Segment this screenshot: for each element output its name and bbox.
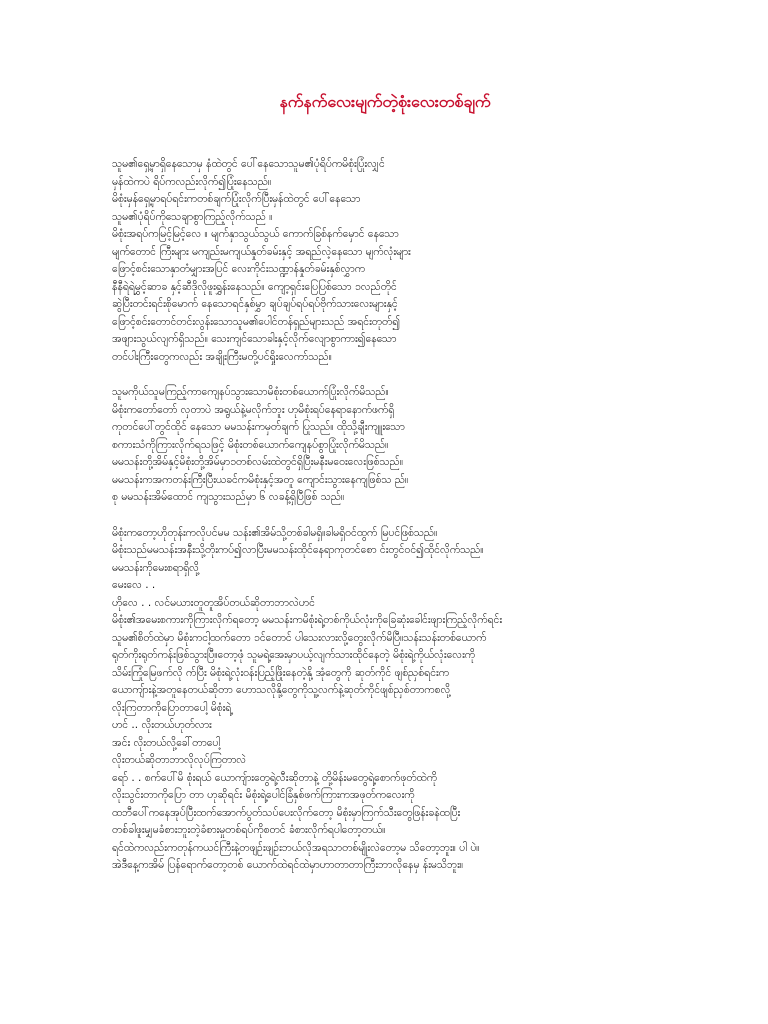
document-title: နက်နက်လေးမျက်တဲ့စုံးလေးတစ်ချက် xyxy=(279,92,491,111)
paragraph xyxy=(112,525,618,875)
text-line: စကားသံကိုကြားလိုက်ရသဖြင့် မိစုံးတစ်ယောက်ကျေနပ်စွာပြုံးလိုက်မိသည်။ xyxy=(112,438,389,451)
text-line: သူမ၏စိတ်ထဲမှာ မိစုံးကငါ့ထက်တော ၁င်တောင် ပါသေးလားလို့တွေးလိုက်မိပြီ။သန်းသန်းတစ်ယောက် xyxy=(112,631,487,644)
text-line: ကုတင်ပေါ်တွင်ထိုင် နေသော မမသန်းကမှတ်ချက် ပြုသည်။ ထိုသို့ချီးကျူးသော xyxy=(112,421,405,433)
text-line: မိစုံး၏အမေးစကားကိုကြားလိုက်ရတော့ မမသန်းကမိစုံးရဲ့တစ်ကိုယ်လုံးကိုခြေဆုံးခေါင်းဖျားကြည့်လိုက်ရင်း xyxy=(112,614,502,626)
text-line: သူမ၏ပုံရိပ်ကိုသေချာစွာကြည့်လိုက်သည် ။ xyxy=(112,210,273,223)
text-line: မိစုံးအရပ်ကမြင့်မြင့်လေ ။ မျက်နှာသွယ်သွယ် ကောက်ခြစ်နက်မှောင် နေသော xyxy=(112,228,399,240)
text-line: မှန်ထဲကပဲ ရိပ်ကလည်းလိုက်၍ပြုံးနေသည်။ xyxy=(112,175,272,188)
text-line: ဖြောင့်စင်းသောနှာတံမျှားအပြင် လေးကိုင်းသဏ္ဍာန်နှုတ်ခမ်းနှစ်လွှာက xyxy=(112,263,365,275)
paragraph xyxy=(112,156,618,366)
document-body xyxy=(112,156,618,875)
text-line: အဲဒီနေ့ကအိမ် ပြန်ရောက်တော့တစ် ယောက်ထဲရင်ထဲမှာဟာတာတာကြီးဘာလိုနေမှ န်းမသိဘူး။ xyxy=(112,859,463,871)
text-line: တင်ပါးကြီးတွေကလည်း အချိုးကြီးမတို့ပင်ရှိုးလေကာ်သည်။ xyxy=(112,350,332,363)
text-line: မိစုံးသည်မမသန်းအနီးသို့တိုးကပ်၍လာပြီးမမသန်းထိုင်နေရာကုတင်စော င်းတွင်ဝင်၍ထိုင်လိုက်သည်။ xyxy=(112,544,484,556)
text-line: ရော် . . စက်ပေါ်မိ စုံးရယ် ယောကျ်ားတွေရဲ့လီးဆိုတာနဲ့ တို့မိန်းမတွေရဲ့စောက်ဖုတ်ထဲကို xyxy=(112,771,437,784)
text-line: ယောကျ်ားနဲ့အတူနေတယ်ဆိုတာ ဟောသလိုနို့တွေကိုသူ့လက်နဲ့ဆုတ်ကိုင်ဖျစ်ညှစ်တာကစလို့ xyxy=(112,684,451,696)
text-line: မိစုံးကတော်တော် လှတာပဲ အရွယ်နဲ့မလိုက်ဘူး ဟုမိစုံးရပ်နေရာနောက်ဖက်ရှိ xyxy=(112,403,395,416)
text-line: နီနီရဲရဲမွှင့်ဆာခ နှင့်ဆီဒိုလိုဖူးရွှန်းနေသည်။ ကျော့ရှင်းပြေပြစ်သော ၁လည်တိုင် xyxy=(112,280,397,293)
text-line: မျက်တောင် ကြီးများ မကျည်းမကျယ်နှုတ်ခမ်းနှင့် အရည်လဲ့နေသော မျက်လုံးများ xyxy=(112,245,411,258)
text-line: မမသန်းကအကတန်းကြီးပြီးယခင်ကမိစုံးနှင့်အတူ ကျောင်းသွားနေကျဖြစ်သ ည်။ xyxy=(112,473,409,486)
text-line: မမသန်းတို့အိမ်နှင့်မိစုံးတို့အိမ်မှာ၁တစ်လမ်းထဲတွင်ရှိပြီးမနီးမဝေးလေးဖြစ်သည်။ xyxy=(112,456,404,468)
text-line: ရုတ်ကိုးရုတ်ကန်းဖြစ်သွားပြီ။တော့ဖုံ သူမရဲ့အေးမှာပယ့်လျက်သားထိုင်နေတဲ့ မိစုံးရဲ့ကိုယ်လုံးလေးကို xyxy=(112,649,476,661)
text-line: ဖြောင့်စင်းတောင်တင်းလွန်းသောသူမ၏ပေါင်တန်ရှည်များသည် အရင်းတုတ်၍ xyxy=(112,315,401,328)
text-line: လိုးကြတာကိုပြောတာပေါ့ မိစုံးရဲ့ xyxy=(112,701,232,714)
text-line: ဆွဲပြီးတင်းရင်းစိုမောက် နေသောရင်နှစ်မွှာ ချပ်ချပ်ရပ်ရပ်ဗိုက်သားလေးများနှင့် xyxy=(112,298,398,310)
text-line: ဟိုလေ . . လင်မယားတူတူအိပ်တယ်ဆိုတာဘာလဲဟင် xyxy=(112,596,315,609)
text-line: ဟင် .. လိုးတယ်ဟုတ်လား xyxy=(112,719,212,731)
text-line: သိမ်းကြုံမြေဖက်လို က်ပြီး မိစုံးရဲ့လုံးဝန်းပြည့်ဖြိုးနေတဲ့နို့ အုံတွေကို ဆုတ်ကိုင် ဖျစ်ညှစ်ရင်းက xyxy=(112,666,449,679)
text-line: မိစုံးမှန်ရှေ့မှာရပ်ရင်းကတစ်ချက်ပြုံးလိုက်ပြီးမှန်ထဲတွင် ပေါ်နေသော xyxy=(112,193,361,205)
text-line: တစ်ခါဖူးမျှမခံစားဘူးတဲ့ခံစားမှုတစ်ရပ်ကိုစတင် ခံစားလိုက်ရပါတော့တယ်။ xyxy=(112,824,386,836)
text-line: သူမကိုယ်သူမကြည့်ကာကျေနပ်သွားသောမိစုံးတစ်ယောက်ပြုံးလိုက်မိသည်။ xyxy=(112,386,389,398)
text-line: အဖျားသွယ်လျက်ရှိသည်။ သေးကျင်သောခါးနှင့်လိုက်လျောစွာကား၍နေသော xyxy=(112,333,397,345)
text-line: အင်း လိုးတယ်လို့ခေါ်တာပေါ့ xyxy=(112,736,221,749)
text-line: လိုးသွင်းတာကိုပြော တာ ဟုဆိုရင်း မိစုံးရဲ့ပေါင်ခြံနှစ်ဖက်ကြားကအဖုတ်ကလေးကို xyxy=(112,789,415,801)
text-line: ရင်ထဲကလည်းကတုန်ကယင်ကြီးနဲ့တဖျဉ်းဖျဉ်းဘယ်လိုအရသာတစ်မျိုးလဲတော့မ သိတော့ဘူး။ ပါ ပဲ။ xyxy=(112,841,480,854)
text-line: သူမ၏ရှေ့မှာရှိနေသောမှ နံထဲတွင် ပေါ်နေသောသူမ၏ပုံရိပ်ကမိစုံးပြုံးလျှင် xyxy=(112,158,385,170)
text-line: ထဘီပေါ်ကနေအုပ်ပြီးထက်အောက်ပွတ်သပ်ပေးလိုက်တော့ မိစုံးမှာကြက်သီးတွေဖြန်းခနဲထပြီး xyxy=(112,806,461,819)
text-line: လိုးတယ်ဆိုတာဘာလိုလုပ်ကြတာလဲ xyxy=(112,754,247,766)
text-line: စု မမသန်းအိမ်ထောင် ကျသွားသည်မှာ ၆ လခန့်ရှိပြီဖြစ် သည်။ xyxy=(112,491,345,503)
paragraph xyxy=(112,384,618,507)
text-line: မေးလေ . . xyxy=(112,579,156,591)
text-line: မမသန်းကိုမေးစရာရှိလို့ xyxy=(112,561,200,574)
text-line: မိစုံးကတော့ဟိုတုန်းကလိုပင်မမ သန်း၏အိမ်သို့တစ်ခါမရှိ။ခါမရှိဝင်ထွက် မြပင်ဖြစ်သည်။ xyxy=(112,526,438,539)
